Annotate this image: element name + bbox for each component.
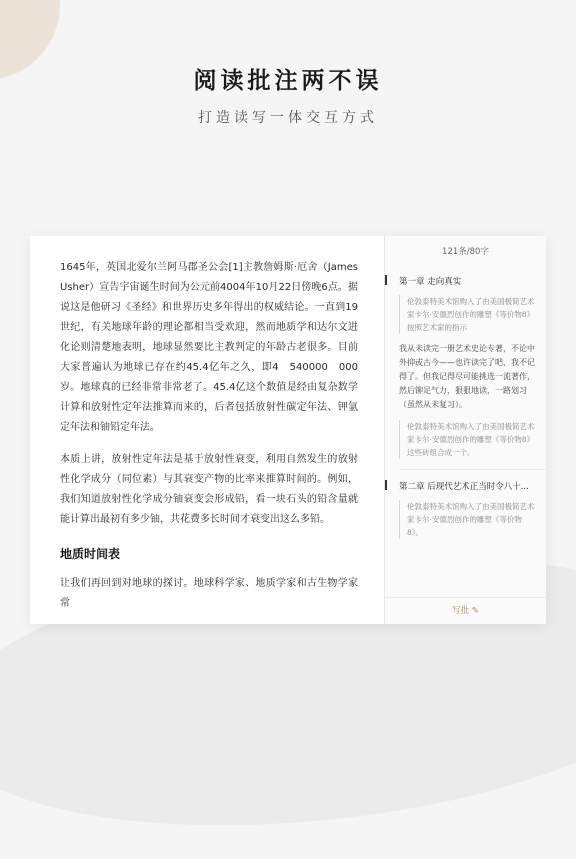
chapter-title: 第一章 走向真实 (399, 277, 462, 287)
promo-headline: 阅读批注两不误 (193, 68, 383, 94)
annotation-quote[interactable]: 伦敦泰特美术馆购入了由美国极简艺术家卡尔·安德烈创作的雕塑《等价物8》按照艺术家的指示 (399, 295, 536, 334)
paragraph[interactable]: 本质上讲，放射性定年法是基于放射性衰变，利用自然发生的放射性化学成分（同位素）与其衰变产物的比率来推算时间的。例如，我们知道放射性化学成分铀衰变会形成铅，看一块石头的铅含量就能计算出最初有多少铀，共花费多长时间才衰变出这么多铅。 (60, 454, 358, 525)
promo-subline: 打造读写一体交互方式 (198, 110, 378, 126)
annotation-panel (385, 236, 546, 624)
write-annotation-button[interactable]: 写批 ✎ (385, 597, 546, 624)
chapter-title: 第二章 后现代艺术正当时令八十... (399, 482, 529, 492)
reading-pane[interactable] (30, 236, 384, 624)
section-title: 地质时间表 (60, 547, 121, 561)
chapter-marker (385, 480, 387, 490)
annotation-count: 121条/80字 (442, 247, 489, 257)
chapter-marker (385, 275, 387, 285)
annotation-quote[interactable]: 伦敦泰特美术馆购入了由美国极简艺术家卡尔·安德烈创作的雕塑《等价物8》这些砖组合成一个。 (399, 420, 536, 459)
paragraph[interactable]: 1645年，英国北爱尔兰阿马郡圣公会[1]主教詹姆斯·厄舍（James Usher）宣告宇宙诞生时间为公元前4004年10月22日傍晚6点。据说这是他研习《圣经》和世界历史多年得出的权威结论。一直到19世纪，有关地球年龄的理论都相当受欢迎，然而地质学和达尔文进化论则清楚地表明，地球显然要比主教判定的年龄古老很多。目前大家普遍认为地球已存在约45.4亿年之久，即4 540000 000岁。地球真的已经非常非常老了。45.4亿这个数值是经由复杂数学计算和放射性定年法推算而来的，后者包括放射性碳定年法、钾氩定年法和铀铅定年法。 (60, 262, 358, 433)
annotation-quote[interactable]: 伦敦泰特美术馆购入了由美国极简艺术家卡尔·安德烈创作的雕塑《等价物8》。 (399, 500, 536, 539)
reader-card (30, 236, 546, 624)
annotation-note[interactable]: 我从未读完一册艺术史论专著，不论中外抑或古今——也许读完了吧，我不记得了。但我记得尽可能挑选一流著作，然后铆足气力，狠狠地读，一路划习（虽然从未复习）。 (399, 344, 535, 409)
chapter-heading[interactable] (385, 265, 546, 287)
paragraph[interactable]: 让我们再回到对地球的探讨。地球科学家、地质学家和古生物学家常 (60, 578, 358, 609)
chapter-heading[interactable] (385, 470, 546, 492)
